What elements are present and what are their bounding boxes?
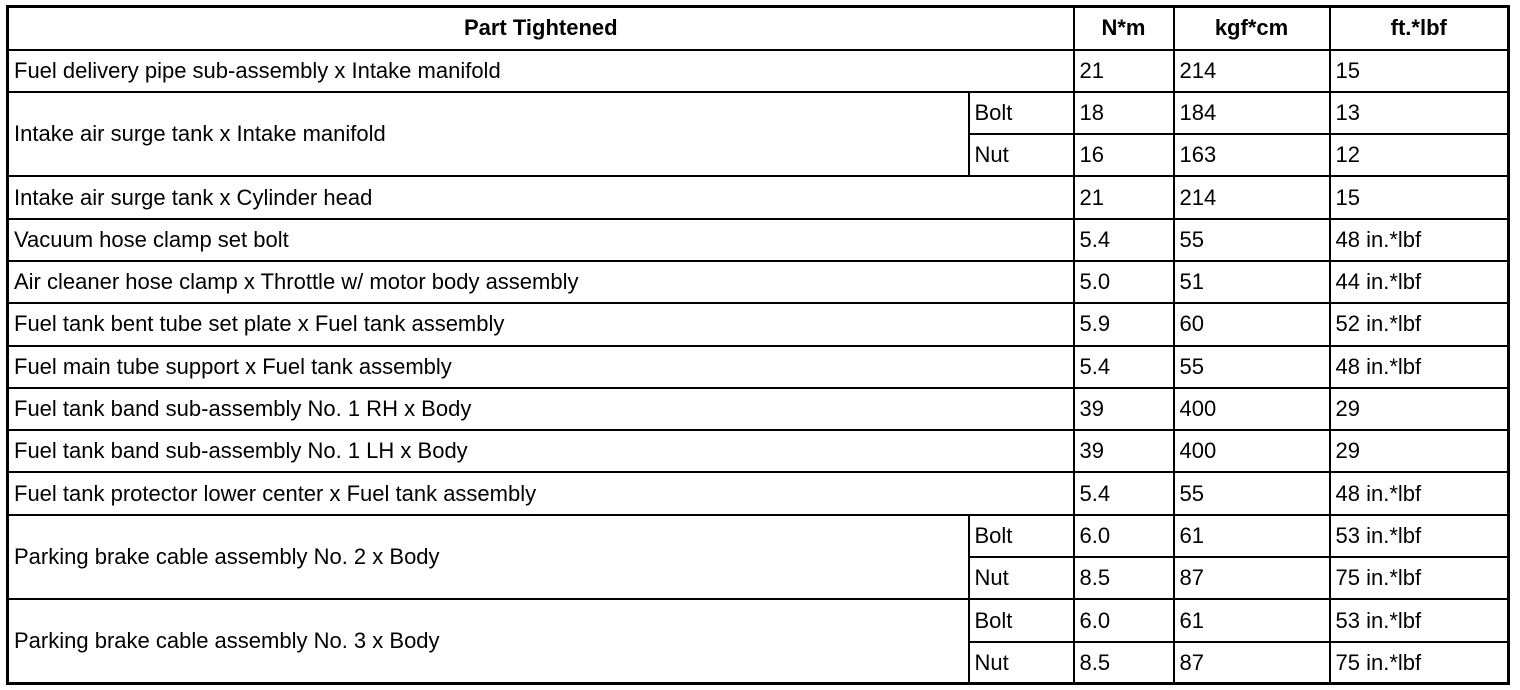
part-name-cell: Parking brake cable assembly No. 3 x Body	[8, 599, 969, 684]
ftlbf-cell: 48 in.*lbf	[1330, 219, 1509, 261]
ftlbf-cell: 29	[1330, 430, 1509, 472]
table-row	[8, 92, 1509, 134]
fastener-type-cell: Nut	[969, 557, 1074, 599]
nm-cell: 18	[1074, 92, 1174, 134]
nm-cell: 39	[1074, 430, 1174, 472]
part-name-cell: Air cleaner hose clamp x Throttle w/ motor body assembly	[8, 261, 1074, 303]
ftlbf-cell: 15	[1330, 50, 1509, 92]
table-body	[8, 50, 1509, 684]
table-row	[8, 50, 1509, 92]
part-name-cell: Fuel tank band sub-assembly No. 1 LH x Body	[8, 430, 1074, 472]
nm-cell: 6.0	[1074, 515, 1174, 557]
ftlbf-cell: 15	[1330, 176, 1509, 218]
kgfcm-cell: 55	[1174, 346, 1330, 388]
kgfcm-cell: 60	[1174, 303, 1330, 345]
nm-cell: 5.9	[1074, 303, 1174, 345]
nm-cell: 5.4	[1074, 472, 1174, 514]
kgfcm-cell: 55	[1174, 472, 1330, 514]
nm-cell: 21	[1074, 176, 1174, 218]
ftlbf-cell: 29	[1330, 388, 1509, 430]
kgfcm-cell: 184	[1174, 92, 1330, 134]
fastener-type-cell: Bolt	[969, 92, 1074, 134]
ftlbf-cell: 52 in.*lbf	[1330, 303, 1509, 345]
nm-cell: 21	[1074, 50, 1174, 92]
ftlbf-cell: 48 in.*lbf	[1330, 346, 1509, 388]
part-name-cell: Parking brake cable assembly No. 2 x Body	[8, 515, 969, 600]
fastener-type-cell: Bolt	[969, 515, 1074, 557]
table-row	[8, 515, 1509, 557]
table-row	[8, 599, 1509, 641]
part-name-cell: Intake air surge tank x Intake manifold	[8, 92, 969, 177]
table-row	[8, 346, 1509, 388]
header-nm: N*m	[1074, 7, 1174, 50]
ftlbf-cell: 75 in.*lbf	[1330, 642, 1509, 684]
kgfcm-cell: 61	[1174, 515, 1330, 557]
kgfcm-cell: 87	[1174, 557, 1330, 599]
ftlbf-cell: 53 in.*lbf	[1330, 515, 1509, 557]
part-name-cell: Fuel main tube support x Fuel tank assembly	[8, 346, 1074, 388]
part-name-cell: Vacuum hose clamp set bolt	[8, 219, 1074, 261]
ftlbf-cell: 13	[1330, 92, 1509, 134]
kgfcm-cell: 400	[1174, 430, 1330, 472]
kgfcm-cell: 214	[1174, 176, 1330, 218]
table-row	[8, 430, 1509, 472]
nm-cell: 5.4	[1074, 219, 1174, 261]
part-name-cell: Intake air surge tank x Cylinder head	[8, 176, 1074, 218]
part-name-cell: Fuel tank band sub-assembly No. 1 RH x Body	[8, 388, 1074, 430]
nm-cell: 5.4	[1074, 346, 1174, 388]
header-part-tightened: Part Tightened	[8, 7, 1074, 50]
ftlbf-cell: 53 in.*lbf	[1330, 599, 1509, 641]
kgfcm-cell: 61	[1174, 599, 1330, 641]
kgfcm-cell: 214	[1174, 50, 1330, 92]
part-name-cell: Fuel tank bent tube set plate x Fuel tank assembly	[8, 303, 1074, 345]
fastener-type-cell: Nut	[969, 134, 1074, 176]
kgfcm-cell: 87	[1174, 642, 1330, 684]
table-row	[8, 388, 1509, 430]
kgfcm-cell: 400	[1174, 388, 1330, 430]
table-row	[8, 303, 1509, 345]
ftlbf-cell: 44 in.*lbf	[1330, 261, 1509, 303]
table-row	[8, 176, 1509, 218]
fastener-type-cell: Nut	[969, 642, 1074, 684]
part-name-cell: Fuel delivery pipe sub-assembly x Intake manifold	[8, 50, 1074, 92]
part-name-cell: Fuel tank protector lower center x Fuel tank assembly	[8, 472, 1074, 514]
nm-cell: 6.0	[1074, 599, 1174, 641]
table-row	[8, 261, 1509, 303]
fastener-type-cell: Bolt	[969, 599, 1074, 641]
ftlbf-cell: 48 in.*lbf	[1330, 472, 1509, 514]
nm-cell: 8.5	[1074, 642, 1174, 684]
table-row	[8, 219, 1509, 261]
kgfcm-cell: 163	[1174, 134, 1330, 176]
header-kgfcm: kgf*cm	[1174, 7, 1330, 50]
nm-cell: 8.5	[1074, 557, 1174, 599]
ftlbf-cell: 12	[1330, 134, 1509, 176]
nm-cell: 16	[1074, 134, 1174, 176]
kgfcm-cell: 51	[1174, 261, 1330, 303]
table-row	[8, 472, 1509, 514]
header-row	[8, 7, 1509, 50]
header-ftlbf: ft.*lbf	[1330, 7, 1509, 50]
nm-cell: 39	[1074, 388, 1174, 430]
nm-cell: 5.0	[1074, 261, 1174, 303]
ftlbf-cell: 75 in.*lbf	[1330, 557, 1509, 599]
kgfcm-cell: 55	[1174, 219, 1330, 261]
torque-spec-table	[6, 5, 1510, 685]
